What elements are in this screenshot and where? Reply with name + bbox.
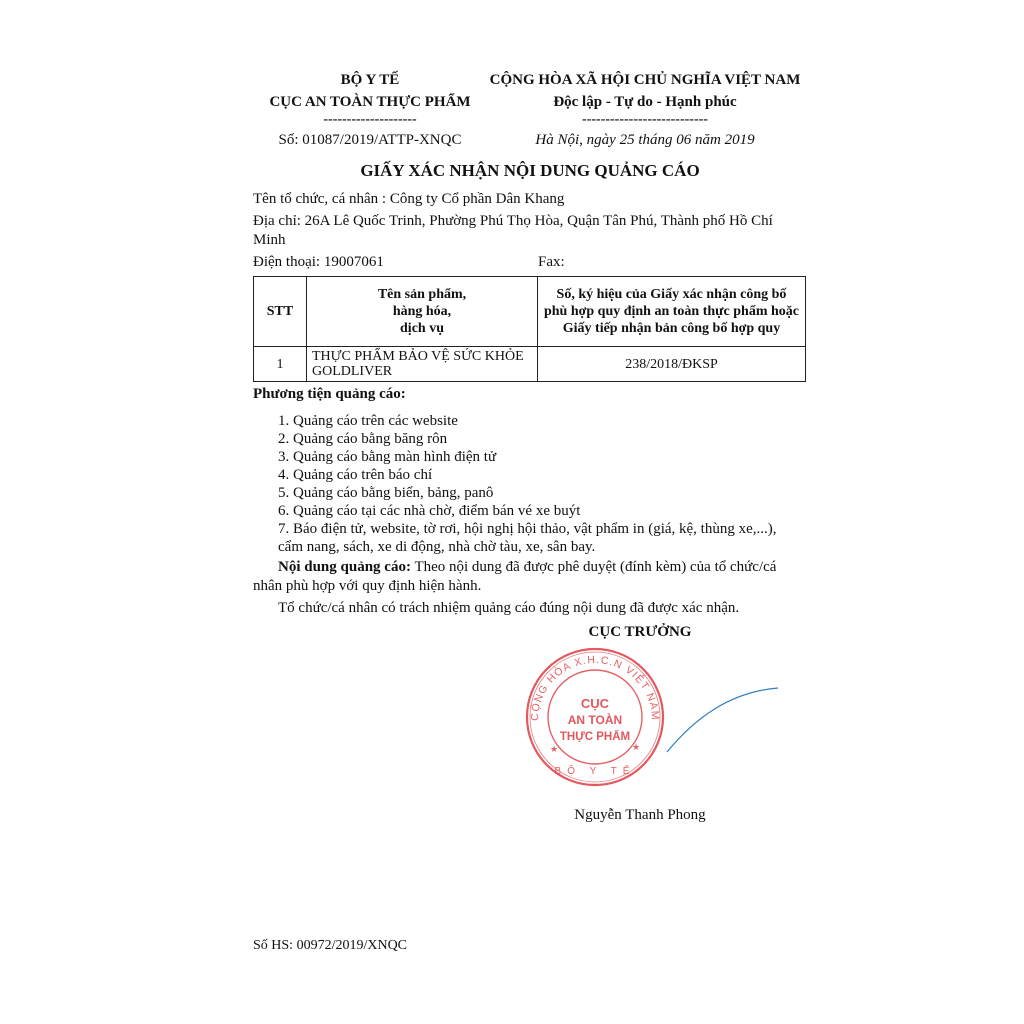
row-product — [307, 347, 538, 382]
svg-text:★: ★ — [550, 744, 559, 754]
row-product-line2: GOLDLIVER — [312, 364, 393, 379]
ministry-name: BỘ Y TẾ — [340, 72, 400, 88]
header-right-divider: --------------------------- — [582, 112, 708, 127]
country-name: CỘNG HÒA XÃ HỘI CHỦ NGHĨA VIỆT NAM — [489, 72, 801, 88]
svg-text:BỘ Y TẾ: BỘ Y TẾ — [554, 766, 636, 777]
media-item-2: 2. Quảng cáo bằng băng rôn — [278, 431, 448, 447]
org-address-line1: Địa chỉ: 26A Lê Quốc Trinh, Phường Phú Thọ Hòa, Quận Tân Phú, Thành phố Hồ Chí — [253, 213, 773, 229]
table-header-row — [254, 277, 806, 347]
header-cert-line3: Giấy tiếp nhận bản công bố hợp quy — [562, 321, 781, 336]
org-name: Tên tổ chức, cá nhân : Công ty Cổ phần Dân Khang — [253, 191, 565, 207]
row-stt: 1 — [254, 347, 307, 382]
row-product-line1: THỰC PHẨM BẢO VỆ SỨC KHỎE — [312, 349, 524, 364]
media-heading: Phương tiện quảng cáo: — [253, 386, 406, 402]
file-number: Số HS: 00972/2019/XNQC — [253, 938, 408, 953]
content-line2: nhân phù hợp với quy định hiện hành. — [253, 578, 482, 594]
media-item-5: 5. Quảng cáo bằng biển, bảng, panô — [278, 485, 494, 501]
row-certificate: 238/2018/ĐKSP — [538, 347, 806, 382]
header-left-divider: -------------------- — [323, 112, 417, 127]
table-row — [254, 347, 806, 382]
media-item-6: 6. Quảng cáo tại các nhà chờ, điểm bán vé xe buýt — [278, 503, 581, 519]
svg-text:★: ★ — [632, 742, 641, 752]
header-stt: STT — [254, 277, 307, 347]
org-address-line2: Minh — [253, 232, 286, 248]
place-date: Hà Nội, ngày 25 tháng 06 năm 2019 — [535, 132, 755, 148]
header-cert-line2: phù hợp quy định an toàn thực phẩm hoặc — [543, 304, 800, 319]
svg-text:AN TOÀN: AN TOÀN — [567, 713, 623, 727]
product-table — [253, 276, 806, 382]
document-title: GIẤY XÁC NHẬN NỘI DUNG QUẢNG CÁO — [360, 161, 700, 180]
media-item-7-cont: cẩm nang, sách, xe di động, nhà chờ tàu, xe, sân bay. — [278, 539, 596, 555]
document-number: Số: 01087/2019/ATTP-XNQC — [278, 132, 462, 148]
media-item-1: 1. Quảng cáo trên các website — [278, 413, 458, 429]
org-fax: Fax: — [538, 254, 565, 270]
svg-text:THỰC PHẨM: THỰC PHẨM — [559, 731, 631, 743]
header-product — [307, 277, 538, 347]
signer-title: CỤC TRƯỞNG — [588, 624, 692, 640]
media-item-4: 4. Quảng cáo trên báo chí — [278, 467, 433, 483]
header-product-line2: hàng hóa, — [392, 304, 452, 319]
media-item-3: 3. Quảng cáo bằng màn hình điện tử — [278, 449, 497, 465]
svg-text:CỤC: CỤC — [580, 696, 610, 711]
org-phone: Điện thoại: 19007061 — [253, 254, 384, 270]
content-line1 — [278, 559, 776, 576]
header-product-line3: dịch vụ — [400, 321, 444, 336]
content-label: Nội dung quảng cáo: — [278, 559, 411, 575]
header-product-line1: Tên sản phẩm, — [377, 287, 467, 302]
content-text: Theo nội dung đã được phê duyệt (đính kèm) của tổ chức/cá — [410, 559, 777, 575]
header-certificate — [538, 277, 806, 347]
department-name: CỤC AN TOÀN THỰC PHẨM — [269, 94, 471, 110]
official-stamp-icon — [520, 642, 670, 792]
signer-name: Nguyễn Thanh Phong — [574, 807, 706, 823]
responsibility-statement: Tổ chức/cá nhân có trách nhiệm quảng cáo đúng nội dung đã được xác nhận. — [278, 600, 740, 616]
svg-text:CỘNG HÒA X.H.C.N VIỆT NAM: CỘNG HÒA X.H.C.N VIỆT NAM — [528, 653, 662, 722]
header-cert-line1: Số, ký hiệu của Giấy xác nhận công bố — [556, 287, 787, 302]
media-item-7: 7. Báo điện tử, website, tờ rơi, hội nghị hội thảo, vật phẩm in (giá, kệ, thùng xe,...), — [278, 521, 777, 537]
signature-stroke-icon — [660, 680, 790, 760]
national-motto: Độc lập - Tự do - Hạnh phúc — [553, 94, 737, 110]
